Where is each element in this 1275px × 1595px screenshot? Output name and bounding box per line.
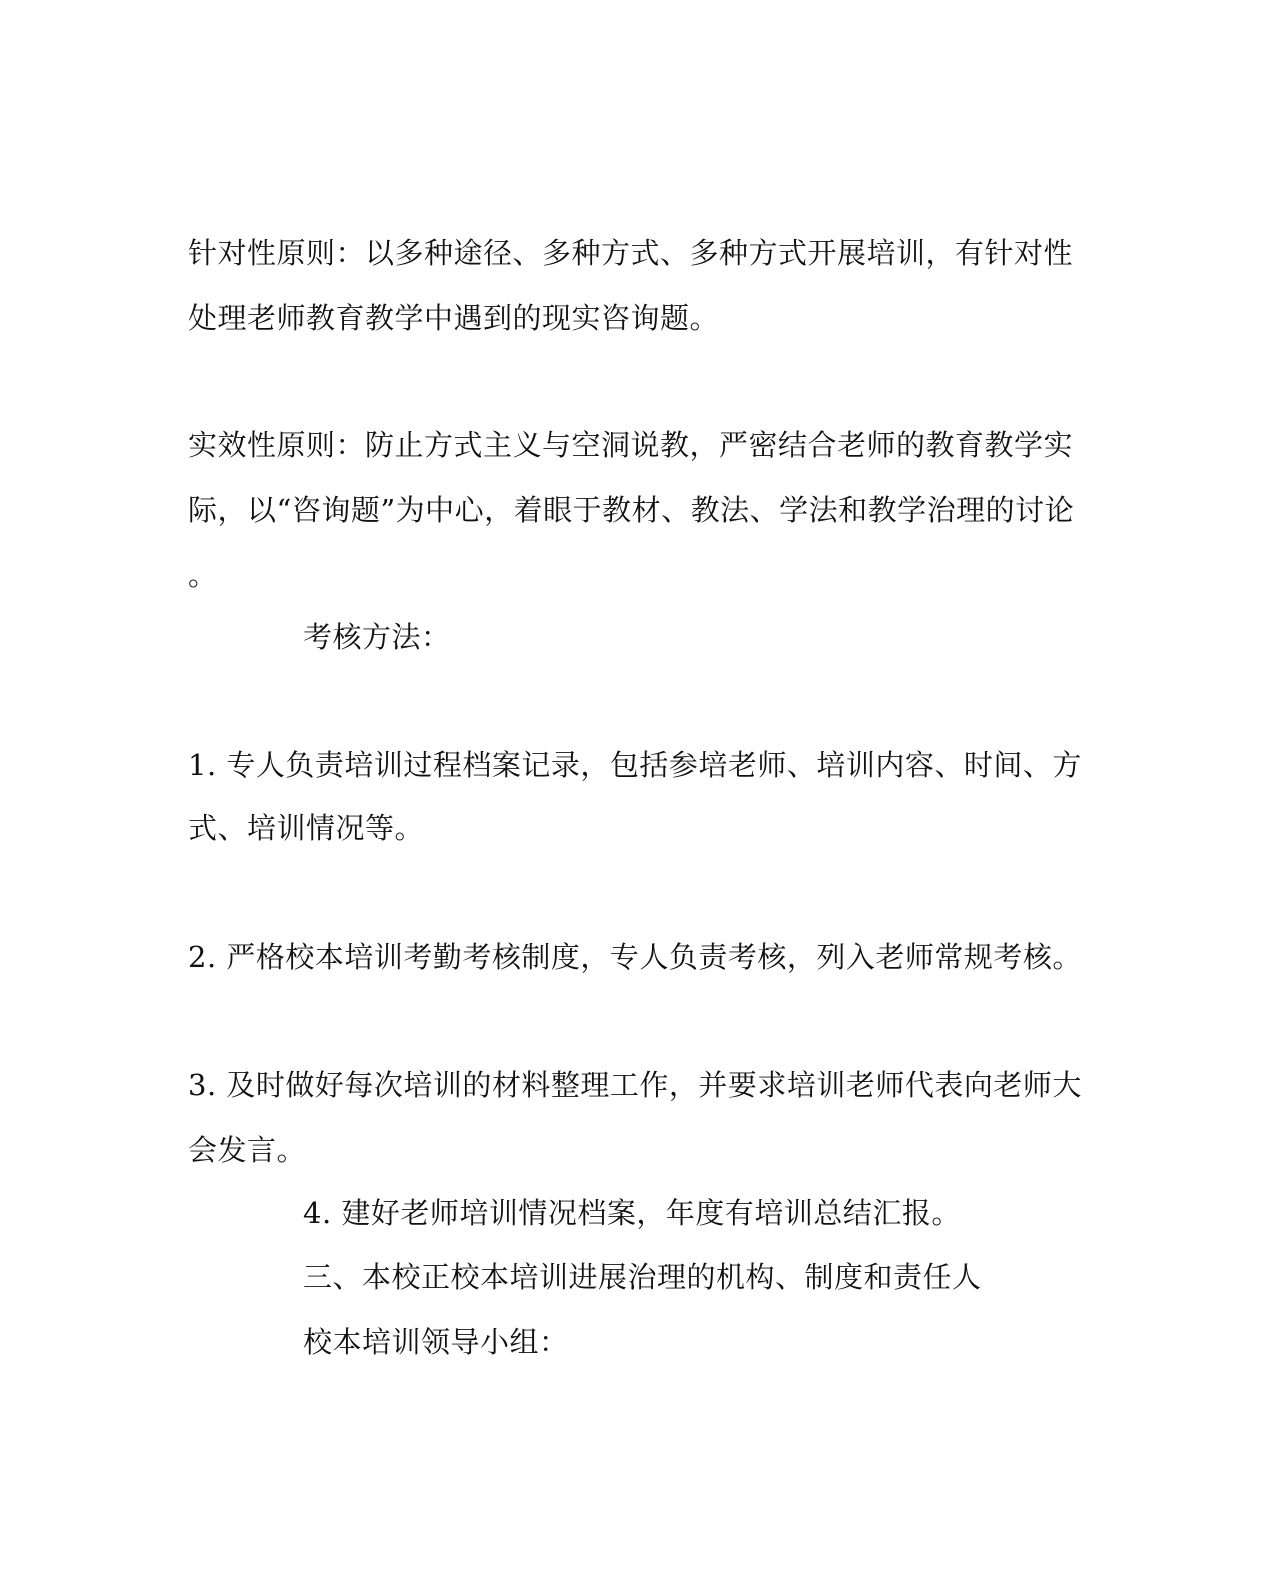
section-heading: 三、本校正校本培训进展治理的机构、制度和责任人 — [303, 1260, 982, 1294]
list-item-continuation: 式、培训情况等。 — [188, 811, 425, 845]
list-item-continuation: 会发言。 — [188, 1133, 307, 1167]
list-item: 2. 严格校本培训考勤考核制度，专人负责考核，列入老师常规考核。 — [188, 940, 1082, 974]
list-item: 4. 建好老师培训情况档案，年度有培训总结汇报。 — [303, 1196, 961, 1230]
list-item: 1. 专人负责培训过程档案记录，包括参培老师、培训内容、时间、方 — [188, 748, 1082, 782]
section-subheading: 校本培训领导小组： — [303, 1325, 569, 1359]
paragraph-line: 针对性原则：以多种途径、多种方式、多种方式开展培训，有针对性 — [188, 236, 1074, 270]
paragraph-line: 实效性原则：防止方式主义与空洞说教，严密结合老师的教育教学实 — [188, 428, 1074, 462]
list-item: 3. 及时做好每次培训的材料整理工作，并要求培训老师代表向老师大 — [188, 1068, 1082, 1102]
paragraph-line: 。 — [188, 558, 218, 592]
paragraph-line: 处理老师教育教学中遇到的现实咨询题。 — [188, 301, 720, 335]
paragraph-line: 际，以“咨询题”为中心，着眼于教材、教法、学法和教学治理的讨论 — [188, 493, 1075, 527]
section-heading: 考核方法： — [303, 620, 451, 654]
